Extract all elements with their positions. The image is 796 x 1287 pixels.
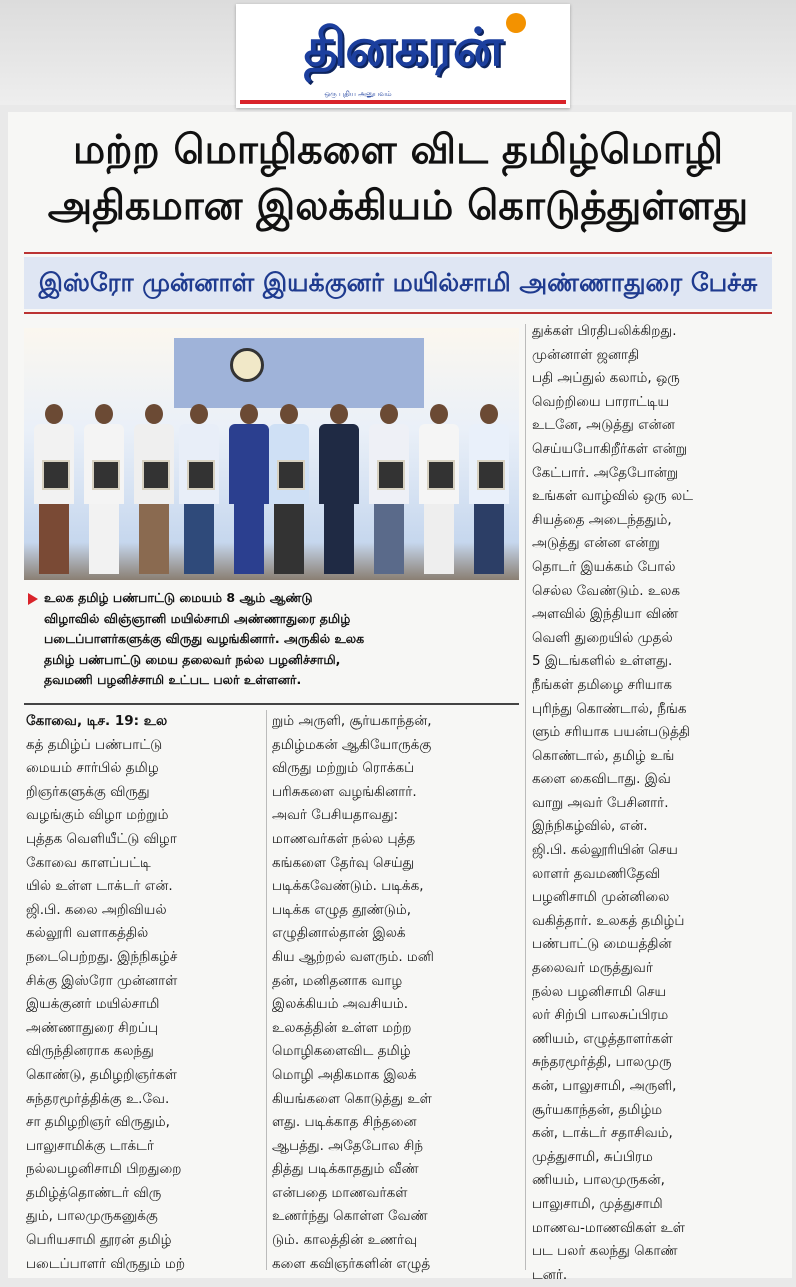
caption-line: படைப்பாளர்களுக்கு விருது வழங்கினார். அருகில் உலக	[44, 631, 365, 646]
newspaper-tagline: ஒரு புதிய அனுபவம்	[324, 90, 392, 98]
article-text-line: டனர்.	[532, 1266, 568, 1283]
article-text-line: றும் அருளி, சூர்யகாந்தன்,	[272, 713, 432, 729]
person-head	[240, 404, 258, 424]
award-plaque-icon	[92, 460, 120, 490]
article-text-line: சூர்யகாந்தன், தமிழ்ம	[532, 1101, 663, 1118]
article-text-line: தலைவர் மருத்துவர்	[532, 960, 653, 977]
logo-sun-icon	[506, 13, 526, 33]
article-text-line: யில் உள்ள டாக்டர் என்.	[26, 878, 173, 895]
article-text-line: பட பலர் கலந்து கொண்	[532, 1243, 678, 1260]
article-text-line: லர் சிற்பி பாலசுப்பிரம	[532, 1007, 669, 1024]
article-text-line: புத்தக வெளியீட்டு விழா	[26, 830, 177, 847]
article-text-line: வாறு அவர் பேசினார்.	[532, 794, 669, 811]
column-divider	[266, 710, 267, 1270]
article-text-line: படைப்பாளர் விருதும் மற்	[26, 1255, 186, 1272]
person-legs	[324, 504, 354, 574]
article-text-line: எழுதினால்தான் இலக்	[272, 925, 406, 942]
article-text-line: கொண்டால், தமிழ் உங்	[532, 747, 675, 764]
article-text-line: ஆபத்து. அதேபோல சிந்	[272, 1137, 423, 1154]
person-figure	[84, 404, 124, 574]
caption-line: தமிழ் பண்பாட்டு மைய தலைவர் நல்ல பழனிச்சாமி,	[44, 651, 341, 667]
newspaper-logo-text: தினகரன்	[303, 18, 503, 78]
article-text-line: உணர்ந்து கொள்ள வேண்	[272, 1208, 428, 1225]
article-text-line: படிக்கவேண்டும். படிக்க,	[272, 878, 424, 895]
caption-arrow-icon	[28, 593, 38, 605]
article-text-line: வகித்தார். உலகத் தமிழ்ப்	[532, 912, 685, 929]
award-plaque-icon	[477, 460, 505, 490]
person-torso	[369, 424, 409, 504]
person-figure	[229, 404, 269, 574]
article-text-line: சுந்தரமூர்த்தி, பாலமுரு	[532, 1054, 672, 1071]
person-torso	[269, 424, 309, 504]
article-text-line: சிக்கு இஸ்ரோ முன்னாள்	[26, 972, 178, 989]
article-text-line: ஜி.பி. கல்லூரியின் செய	[532, 842, 678, 859]
person-head	[430, 404, 448, 424]
article-text-line: அடுத்து என்ன என்று	[532, 535, 660, 552]
article-text-line: கிய ஆற்றல் வளரும். மனி	[272, 948, 434, 965]
article-column-1	[26, 710, 262, 1276]
article-text-line: பாலுசாமிக்கு டாக்டர்	[26, 1137, 154, 1154]
person-figure	[34, 404, 74, 574]
article-text-line: ளும் சரியாக பயன்படுத்தி	[532, 724, 690, 741]
article-text-line: தமிழ்மகன் ஆகியோருக்கு	[272, 736, 432, 753]
article-text-line: களை கவிஞர்களின் எழுத்	[272, 1255, 431, 1272]
caption-line: விழாவில் விஞ்ஞானி மயில்சாமி அண்ணாதுரை தமிழ்	[44, 610, 351, 626]
article-text-line: 5 இடங்களில் உள்ளது.	[532, 653, 673, 670]
person-head	[480, 404, 498, 424]
article-text-line: கோவை, டிச. 19: உல	[26, 713, 168, 729]
article-text-line: செல்ல வேண்டும். உலக	[532, 582, 680, 599]
person-legs	[374, 504, 404, 574]
person-torso	[469, 424, 509, 504]
article-text-line: இந்நிகழ்வில், என்.	[532, 818, 648, 835]
article-subheadline: இஸ்ரோ முன்னாள் இயக்குனர் மயில்சாமி அண்ணாதுரை பேச்சு	[24, 257, 772, 309]
article-text-line: அவர் பேசியதாவது:	[272, 807, 399, 824]
article-text-line: உங்கள் வாழ்வில் ஒரு லட்	[532, 488, 693, 505]
article-text-line: இயக்குனர் மயில்சாமி	[26, 996, 160, 1013]
article-text-line: மையம் சார்பில் தமிழ	[26, 760, 159, 777]
person-legs	[184, 504, 214, 574]
article-headline	[20, 122, 776, 234]
article-text-line: கேட்பார். அதேபோன்று	[532, 464, 679, 481]
article-text-line: ணியம், எழுத்தாளர்கள்	[532, 1030, 673, 1047]
article-text-line: துக்கள் பிரதிபலிக்கிறது.	[532, 323, 677, 339]
article-text-line: களை கைவிடாது. இவ்	[532, 771, 671, 788]
article-text-line: பழனிசாமி முன்னிலை	[532, 889, 670, 906]
article-text-line: மொழி அதிகமாக இலக்	[272, 1066, 417, 1083]
award-plaque-icon	[377, 460, 405, 490]
article-text-line: படிக்க எழுத தூண்டும்,	[272, 901, 412, 918]
award-plaque-icon	[427, 460, 455, 490]
article-text-line: முன்னாள் ஜனாதி	[532, 346, 640, 363]
article-text-line: புரிந்து கொண்டால், நீங்க	[532, 700, 687, 717]
person-figure	[179, 404, 219, 574]
person-head	[95, 404, 113, 424]
person-head	[45, 404, 63, 424]
person-torso	[319, 424, 359, 504]
column-divider	[525, 324, 526, 1270]
person-torso	[84, 424, 124, 504]
article-text-line: விருது மற்றும் ரொக்கப்	[272, 760, 415, 777]
person-torso	[229, 424, 269, 504]
person-legs	[474, 504, 504, 574]
article-text-line: என்பதை மாணவர்கள்	[272, 1184, 408, 1201]
article-text-line: தமிழ்த்தொண்டர் விரு	[26, 1184, 162, 1201]
caption-divider	[24, 703, 519, 705]
person-legs	[424, 504, 454, 574]
article-text-line: மாணவ-மாணவிகள் உள்	[532, 1219, 685, 1236]
article-text-line: பெரியசாமி தூரன் தமிழ்	[26, 1232, 172, 1249]
article-text-line: தன், மனிதனாக வாழ	[272, 972, 403, 989]
article-text-line: கியங்களை கொடுத்து உள்	[272, 1090, 432, 1107]
article-text-line: கல்லூரி வளாகத்தில்	[26, 925, 149, 942]
article-text-line: உலகத்தின் உள்ள மற்ற	[272, 1019, 412, 1036]
article-text-line: டும். காலத்தின் உணர்வு	[272, 1232, 418, 1249]
person-figure	[269, 404, 309, 574]
person-head	[145, 404, 163, 424]
article-text-line: அளவில் இந்தியா விண்	[532, 606, 679, 623]
article-text-line: விருந்தினராக கலந்து	[26, 1043, 154, 1060]
article-text-line: நடைபெற்றது. இந்நிகழ்ச்	[26, 948, 178, 965]
masthead-red-rule	[240, 100, 566, 104]
article-text-line: பாலுசாமி, முத்துசாமி	[532, 1195, 663, 1212]
person-legs	[274, 504, 304, 574]
article-column-3	[532, 320, 776, 1287]
person-figure	[134, 404, 174, 574]
person-torso	[179, 424, 219, 504]
article-text-line: சுந்தரமூர்த்திக்கு உ.வே.	[26, 1090, 170, 1107]
article-text-line: பதி அப்துல் கலாம், ஒரு	[532, 370, 680, 387]
article-text-line: லாளர் தவமணிதேவி	[532, 865, 661, 882]
article-text-line: அண்ணாதுரை சிறப்பு	[26, 1019, 159, 1036]
person-legs	[89, 504, 119, 574]
headline-line-2: அதிகமான இலக்கியம் கொடுத்துள்ளது	[47, 183, 749, 229]
article-text-line: கொண்டு, தமிழறிஞர்கள்	[26, 1066, 177, 1083]
article-text-line: இலக்கியம் அவசியம்.	[272, 996, 408, 1013]
article-text-line: மொழிகளைவிட தமிழ்	[272, 1043, 411, 1060]
headline-line-1: மற்ற மொழிகளை விட தமிழ்மொழி	[72, 127, 724, 173]
stage-banner	[174, 338, 424, 408]
person-legs	[139, 504, 169, 574]
caption-line: தவமணி பழனிச்சாமி உட்பட பலர் உள்ளனர்.	[44, 672, 302, 687]
article-text-line: பண்பாட்டு மையத்தின்	[532, 936, 672, 953]
article-text-line: ஜி.பி. கலை அறிவியல்	[26, 901, 167, 918]
person-figure	[469, 404, 509, 574]
subheadline-top-rule	[24, 252, 772, 254]
article-text-line: ளது. படிக்காத சிந்தனை	[272, 1114, 417, 1131]
article-text-line: றிஞர்களுக்கு விருது	[26, 783, 150, 800]
event-photo	[24, 328, 519, 580]
article-text-line: கன், டாக்டர் சதாசிவம்,	[532, 1125, 673, 1142]
caption-line: உலக தமிழ் பண்பாட்டு மையம் 8 ஆம் ஆண்டு	[44, 590, 313, 605]
person-legs	[39, 504, 69, 574]
article-text-line: நல்ல பழனிசாமி செய	[532, 983, 667, 1000]
person-head	[190, 404, 208, 424]
person-legs	[234, 504, 264, 574]
article-column-2	[272, 710, 520, 1276]
article-text-line: முத்துசாமி, சுப்பிரம	[532, 1148, 653, 1165]
article-text-line: கன், பாலுசாமி, அருளி,	[532, 1078, 677, 1094]
photo-caption	[44, 588, 514, 691]
article-text-line: பரிசுகளை வழங்கினார்.	[272, 783, 417, 800]
person-figure	[319, 404, 359, 574]
article-text-line: சா தமிழறிஞர் விருதும்,	[26, 1114, 170, 1131]
article-text-line: நீங்கள் தமிழை சரியாக	[532, 676, 673, 693]
article-text-line: மாணவர்கள் நல்ல புத்த	[272, 830, 416, 847]
article-text-line: கோவை காளப்பட்டி	[26, 854, 151, 871]
subheadline-bottom-rule	[24, 312, 772, 314]
award-plaque-icon	[142, 460, 170, 490]
article-text-line: கத் தமிழ்ப் பண்பாட்டு	[26, 736, 163, 753]
article-text-line: தும், பாலமுருகனுக்கு	[26, 1208, 158, 1225]
article-text-line: வழங்கும் விழா மற்றும்	[26, 807, 169, 824]
article-text-line: சியத்தை அடைந்ததும்,	[532, 511, 672, 528]
article-text-line: உடனே, அடுத்து என்ன	[532, 417, 675, 434]
person-torso	[419, 424, 459, 504]
award-plaque-icon	[187, 460, 215, 490]
person-head	[380, 404, 398, 424]
person-head	[330, 404, 348, 424]
banner-emblem-icon	[230, 348, 264, 382]
person-torso	[134, 424, 174, 504]
article-text-line: செய்யபோகிறீர்கள் என்று	[532, 440, 688, 457]
article-text-line: கங்களை தேர்வு செய்து	[272, 854, 415, 871]
article-text-line: வெளி துறையில் முதல்	[532, 629, 673, 646]
article-text-line: தொடர் இயக்கம் போல்	[532, 558, 676, 575]
person-figure	[369, 404, 409, 574]
person-torso	[34, 424, 74, 504]
person-head	[280, 404, 298, 424]
article-text-line: நல்லபழனிசாமி பிறதுறை	[26, 1161, 182, 1178]
article-text-line: தித்து படிக்காததும் வீண்	[272, 1161, 419, 1178]
article-text-line: ணியம், பாலமுருகன்,	[532, 1172, 665, 1189]
award-plaque-icon	[277, 460, 305, 490]
article-text-line: வெற்றியை பாராட்டிய	[532, 393, 670, 410]
person-figure	[419, 404, 459, 574]
award-plaque-icon	[42, 460, 70, 490]
